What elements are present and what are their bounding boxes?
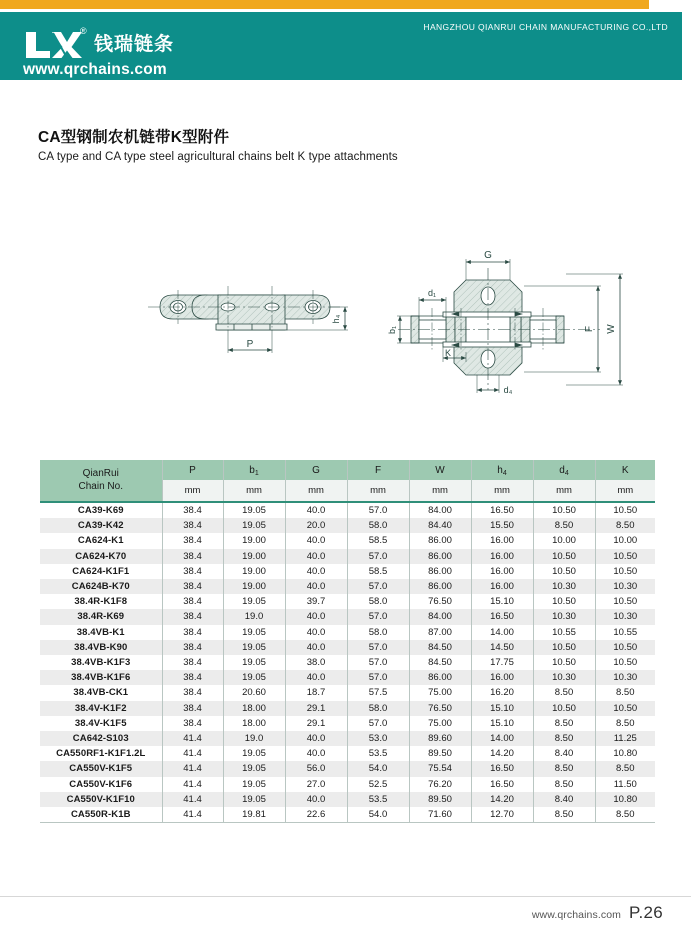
- cell-chain-no: CA550R-K1B: [40, 807, 162, 822]
- cell-h4: 15.10: [471, 594, 533, 609]
- cell-b1: 19.05: [223, 792, 285, 807]
- cell-g: 40.0: [285, 579, 347, 594]
- logo-website-text: www.qrchains.com: [23, 61, 167, 78]
- cell-b1: 19.05: [223, 625, 285, 640]
- cell-h4: 14.00: [471, 731, 533, 746]
- cell-f: 53.5: [347, 746, 409, 761]
- cell-w: 89.60: [409, 731, 471, 746]
- cell-chain-no: CA550V-K1F5: [40, 761, 162, 776]
- cell-w: 71.60: [409, 807, 471, 822]
- cell-k: 10.55: [595, 625, 655, 640]
- table-head: [40, 460, 655, 501]
- table-row: [40, 716, 655, 731]
- cell-f: 54.0: [347, 807, 409, 822]
- column-header-W: W: [409, 460, 471, 480]
- cell-p: 38.4: [162, 685, 223, 700]
- cell-chain-no: 38.4R-K69: [40, 609, 162, 624]
- dimension-label-W: W: [606, 324, 617, 334]
- cell-f: 58.0: [347, 594, 409, 609]
- cell-d4: 8.50: [533, 518, 595, 533]
- dimension-label-K: K: [444, 348, 452, 358]
- cell-k: 10.50: [595, 549, 655, 564]
- cell-b1: 19.00: [223, 533, 285, 548]
- cell-chain-no: CA642-S103: [40, 731, 162, 746]
- cell-h4: 16.00: [471, 579, 533, 594]
- unit-h4: mm: [471, 480, 533, 501]
- cell-p: 38.4: [162, 701, 223, 716]
- unit-P: mm: [162, 480, 223, 501]
- cell-h4: 16.50: [471, 777, 533, 792]
- table-row: [40, 594, 655, 609]
- cell-f: 52.5: [347, 777, 409, 792]
- cell-p: 38.4: [162, 533, 223, 548]
- cell-p: 38.4: [162, 640, 223, 655]
- cell-g: 38.0: [285, 655, 347, 670]
- cell-w: 86.00: [409, 533, 471, 548]
- cell-k: 8.50: [595, 761, 655, 776]
- cell-k: 10.80: [595, 746, 655, 761]
- cell-k: 10.50: [595, 701, 655, 716]
- cell-k: 8.50: [595, 716, 655, 731]
- cell-f: 53.5: [347, 792, 409, 807]
- column-header-K: K: [595, 460, 655, 480]
- cell-k: 10.80: [595, 792, 655, 807]
- cell-g: 40.0: [285, 564, 347, 579]
- cell-k: 10.50: [595, 594, 655, 609]
- cell-k: 8.50: [595, 685, 655, 700]
- footer-website: www.qrchains.com: [531, 909, 622, 921]
- cell-chain-no: 38.4VB-K1F3: [40, 655, 162, 670]
- cell-w: 86.00: [409, 579, 471, 594]
- cell-chain-no: 38.4VB-K1: [40, 625, 162, 640]
- cell-p: 41.4: [162, 792, 223, 807]
- cell-k: 10.50: [595, 503, 655, 518]
- table-row: [40, 807, 655, 822]
- cell-w: 84.00: [409, 503, 471, 518]
- cell-chain-no: CA39-K69: [40, 503, 162, 518]
- cell-k: 8.50: [595, 807, 655, 822]
- side-view-drawing: [148, 286, 348, 353]
- dimension-label-d4: d₄: [503, 385, 513, 395]
- cell-g: 40.0: [285, 503, 347, 518]
- table-row: [40, 701, 655, 716]
- cell-d4: 10.30: [533, 670, 595, 685]
- cell-k: 10.50: [595, 564, 655, 579]
- cell-d4: 10.30: [533, 579, 595, 594]
- cell-k: 10.50: [595, 640, 655, 655]
- cell-k: 10.30: [595, 670, 655, 685]
- cell-f: 57.5: [347, 685, 409, 700]
- cell-f: 58.0: [347, 701, 409, 716]
- cell-d4: 8.50: [533, 761, 595, 776]
- unit-d4: mm: [533, 480, 595, 501]
- cell-h4: 15.10: [471, 701, 533, 716]
- cell-h4: 16.50: [471, 609, 533, 624]
- cell-chain-no: 38.4V-K1F2: [40, 701, 162, 716]
- cell-g: 40.0: [285, 549, 347, 564]
- cell-b1: 19.05: [223, 518, 285, 533]
- cell-f: 53.0: [347, 731, 409, 746]
- cell-chain-no: CA624-K1F1: [40, 564, 162, 579]
- page-title-chinese: CA型钢制农机链带K型附件: [38, 129, 230, 146]
- cell-f: 54.0: [347, 761, 409, 776]
- footer-page-number: P.26: [629, 903, 663, 922]
- table-row: [40, 761, 655, 776]
- page-title-english: CA type and CA type steel agricultural chains belt K type attachments: [38, 151, 398, 163]
- unit-F: mm: [347, 480, 409, 501]
- dimension-label-F: F: [584, 325, 595, 333]
- cell-w: 75.54: [409, 761, 471, 776]
- cell-g: 40.0: [285, 731, 347, 746]
- cell-w: 84.40: [409, 518, 471, 533]
- table-row: [40, 518, 655, 533]
- cell-g: 40.0: [285, 625, 347, 640]
- cell-p: 38.4: [162, 670, 223, 685]
- cell-h4: 14.50: [471, 640, 533, 655]
- cell-b1: 19.05: [223, 640, 285, 655]
- column-header-F: F: [347, 460, 409, 480]
- cell-f: 58.0: [347, 625, 409, 640]
- cell-p: 38.4: [162, 503, 223, 518]
- cell-b1: 19.05: [223, 655, 285, 670]
- cell-h4: 16.00: [471, 670, 533, 685]
- cell-f: 58.0: [347, 518, 409, 533]
- company-full-name: HANGZHOU QIANRUI CHAIN MANUFACTURING CO.,LTD: [423, 22, 668, 32]
- cell-chain-no: CA550V-K1F10: [40, 792, 162, 807]
- cell-g: 56.0: [285, 761, 347, 776]
- cell-chain-no: 38.4R-K1F8: [40, 594, 162, 609]
- cell-w: 76.20: [409, 777, 471, 792]
- cell-p: 38.4: [162, 655, 223, 670]
- cell-chain-no: CA624-K70: [40, 549, 162, 564]
- table-row: [40, 670, 655, 685]
- unit-K: mm: [595, 480, 655, 501]
- cell-f: 57.0: [347, 503, 409, 518]
- cell-p: 38.4: [162, 579, 223, 594]
- dimension-label-h4: h₄: [331, 314, 341, 324]
- cell-chain-no: 38.4V-K1F5: [40, 716, 162, 731]
- cell-k: 11.25: [595, 731, 655, 746]
- cell-k: 10.00: [595, 533, 655, 548]
- cell-chain-no: 38.4VB-K90: [40, 640, 162, 655]
- cell-g: 20.0: [285, 518, 347, 533]
- cell-w: 75.00: [409, 716, 471, 731]
- cell-w: 76.50: [409, 701, 471, 716]
- cell-f: 58.5: [347, 533, 409, 548]
- cell-w: 89.50: [409, 792, 471, 807]
- cell-p: 38.4: [162, 716, 223, 731]
- cell-p: 38.4: [162, 609, 223, 624]
- cell-h4: 16.00: [471, 533, 533, 548]
- table-row: [40, 549, 655, 564]
- table-header-symbol-row: [40, 460, 655, 480]
- cell-p: 38.4: [162, 594, 223, 609]
- cell-b1: 18.00: [223, 701, 285, 716]
- cell-d4: 10.50: [533, 503, 595, 518]
- column-header-d4: $d_4$: [533, 460, 595, 480]
- page-footer: [532, 903, 663, 923]
- cell-d4: 10.50: [533, 640, 595, 655]
- cell-p: 41.4: [162, 731, 223, 746]
- cell-chain-no: CA624-K1: [40, 533, 162, 548]
- table-row: [40, 731, 655, 746]
- cell-b1: 19.0: [223, 731, 285, 746]
- page-header-banner: [0, 12, 682, 80]
- table-bottom-rule: [40, 822, 655, 823]
- table-row: [40, 777, 655, 792]
- cell-chain-no: CA624B-K70: [40, 579, 162, 594]
- cell-f: 58.5: [347, 564, 409, 579]
- dimension-label-d1: d₁: [427, 288, 437, 298]
- cell-d4: 10.50: [533, 594, 595, 609]
- cell-k: 10.30: [595, 579, 655, 594]
- cell-d4: 8.50: [533, 716, 595, 731]
- cell-d4: 10.50: [533, 549, 595, 564]
- cell-h4: 16.20: [471, 685, 533, 700]
- cell-w: 86.00: [409, 670, 471, 685]
- cell-chain-no: CA550RF1-K1F1.2L: [40, 746, 162, 761]
- cell-k: 10.50: [595, 655, 655, 670]
- cell-k: 10.30: [595, 609, 655, 624]
- table-row: [40, 533, 655, 548]
- cell-b1: 19.0: [223, 609, 285, 624]
- cell-d4: 8.50: [533, 685, 595, 700]
- cell-d4: 8.50: [533, 731, 595, 746]
- cell-k: 8.50: [595, 518, 655, 533]
- cell-f: 57.0: [347, 549, 409, 564]
- dimension-label-G: G: [484, 250, 492, 261]
- cell-h4: 15.10: [471, 716, 533, 731]
- cell-p: 38.4: [162, 625, 223, 640]
- cell-g: 29.1: [285, 716, 347, 731]
- cell-h4: 17.75: [471, 655, 533, 670]
- cell-d4: 10.30: [533, 609, 595, 624]
- cell-b1: 19.00: [223, 549, 285, 564]
- dimension-label-P: P: [246, 339, 254, 350]
- company-logo: [22, 28, 202, 80]
- cell-d4: 10.50: [533, 655, 595, 670]
- cell-p: 38.4: [162, 518, 223, 533]
- cell-b1: 20.60: [223, 685, 285, 700]
- cell-g: 39.7: [285, 594, 347, 609]
- cell-h4: 16.50: [471, 761, 533, 776]
- cell-g: 29.1: [285, 701, 347, 716]
- unit-W: mm: [409, 480, 471, 501]
- cell-chain-no: 38.4VB-K1F6: [40, 670, 162, 685]
- cell-f: 57.0: [347, 579, 409, 594]
- column-header-h4: $h_4$: [471, 460, 533, 480]
- cell-w: 86.00: [409, 564, 471, 579]
- cell-d4: 8.50: [533, 807, 595, 822]
- cell-d4: 10.50: [533, 701, 595, 716]
- specification-table: [40, 460, 655, 823]
- page-title: [38, 128, 658, 165]
- cell-p: 38.4: [162, 549, 223, 564]
- cell-d4: 10.50: [533, 564, 595, 579]
- cell-w: 89.50: [409, 746, 471, 761]
- cell-w: 84.00: [409, 609, 471, 624]
- cell-h4: 16.00: [471, 549, 533, 564]
- cell-b1: 19.05: [223, 670, 285, 685]
- cell-k: 11.50: [595, 777, 655, 792]
- cell-h4: 15.50: [471, 518, 533, 533]
- column-header-P: P: [162, 460, 223, 480]
- cell-b1: 19.00: [223, 579, 285, 594]
- cell-g: 40.0: [285, 533, 347, 548]
- table-row: [40, 640, 655, 655]
- unit-G: mm: [285, 480, 347, 501]
- table-row: [40, 746, 655, 761]
- column-header-chain-no: QianRui Chain No.: [40, 460, 162, 501]
- table-row: [40, 625, 655, 640]
- unit-b1: mm: [223, 480, 285, 501]
- cell-h4: 14.00: [471, 625, 533, 640]
- cell-f: 57.0: [347, 655, 409, 670]
- specification-table-container: [40, 460, 655, 823]
- table-row: [40, 655, 655, 670]
- dimension-label-b1: b₁: [387, 325, 397, 335]
- cell-d4: 10.00: [533, 533, 595, 548]
- technical-drawings: [0, 212, 691, 427]
- logo-chinese-name: 钱瑞链条: [94, 34, 175, 55]
- cell-h4: 14.20: [471, 746, 533, 761]
- column-header-b1: $b_1$: [223, 460, 285, 480]
- cell-g: 40.0: [285, 792, 347, 807]
- cell-h4: 14.20: [471, 792, 533, 807]
- cell-p: 41.4: [162, 761, 223, 776]
- cell-d4: 8.40: [533, 746, 595, 761]
- cell-b1: 19.05: [223, 503, 285, 518]
- cell-chain-no: CA550V-K1F6: [40, 777, 162, 792]
- cell-p: 41.4: [162, 746, 223, 761]
- cell-f: 57.0: [347, 670, 409, 685]
- column-header-G: G: [285, 460, 347, 480]
- table-row: [40, 792, 655, 807]
- cell-w: 76.50: [409, 594, 471, 609]
- cell-g: 27.0: [285, 777, 347, 792]
- table-row: [40, 579, 655, 594]
- cell-h4: 16.00: [471, 564, 533, 579]
- cell-g: 40.0: [285, 746, 347, 761]
- cell-f: 57.0: [347, 609, 409, 624]
- qr-logo-mark-icon: [22, 30, 88, 60]
- cell-b1: 19.05: [223, 746, 285, 761]
- footer-divider: [0, 896, 691, 897]
- table-body: [40, 501, 655, 823]
- cell-h4: 12.70: [471, 807, 533, 822]
- front-view-drawing: [387, 250, 623, 395]
- table-row: [40, 609, 655, 624]
- cell-g: 40.0: [285, 640, 347, 655]
- cell-w: 84.50: [409, 640, 471, 655]
- top-accent-bar-gap: [649, 0, 691, 9]
- cell-g: 22.6: [285, 807, 347, 822]
- cell-h4: 16.50: [471, 503, 533, 518]
- registered-trademark-icon: ®: [80, 26, 87, 36]
- cell-w: 87.00: [409, 625, 471, 640]
- cell-g: 40.0: [285, 609, 347, 624]
- table-row: [40, 503, 655, 518]
- cell-d4: 10.55: [533, 625, 595, 640]
- cell-d4: 8.50: [533, 777, 595, 792]
- cell-f: 57.0: [347, 640, 409, 655]
- cell-b1: 19.00: [223, 564, 285, 579]
- cell-g: 40.0: [285, 670, 347, 685]
- table-row: [40, 564, 655, 579]
- cell-p: 38.4: [162, 564, 223, 579]
- chain-attachment-drawings-svg: [0, 212, 691, 427]
- cell-p: 41.4: [162, 777, 223, 792]
- table-row: [40, 685, 655, 700]
- cell-b1: 19.05: [223, 777, 285, 792]
- cell-w: 84.50: [409, 655, 471, 670]
- cell-b1: 19.81: [223, 807, 285, 822]
- cell-chain-no: CA39-K42: [40, 518, 162, 533]
- cell-w: 75.00: [409, 685, 471, 700]
- cell-b1: 19.05: [223, 761, 285, 776]
- cell-f: 57.0: [347, 716, 409, 731]
- cell-p: 41.4: [162, 807, 223, 822]
- cell-b1: 18.00: [223, 716, 285, 731]
- cell-b1: 19.05: [223, 594, 285, 609]
- cell-g: 18.7: [285, 685, 347, 700]
- cell-d4: 8.40: [533, 792, 595, 807]
- cell-w: 86.00: [409, 549, 471, 564]
- top-accent-bar: [0, 0, 691, 9]
- cell-chain-no: 38.4VB-CK1: [40, 685, 162, 700]
